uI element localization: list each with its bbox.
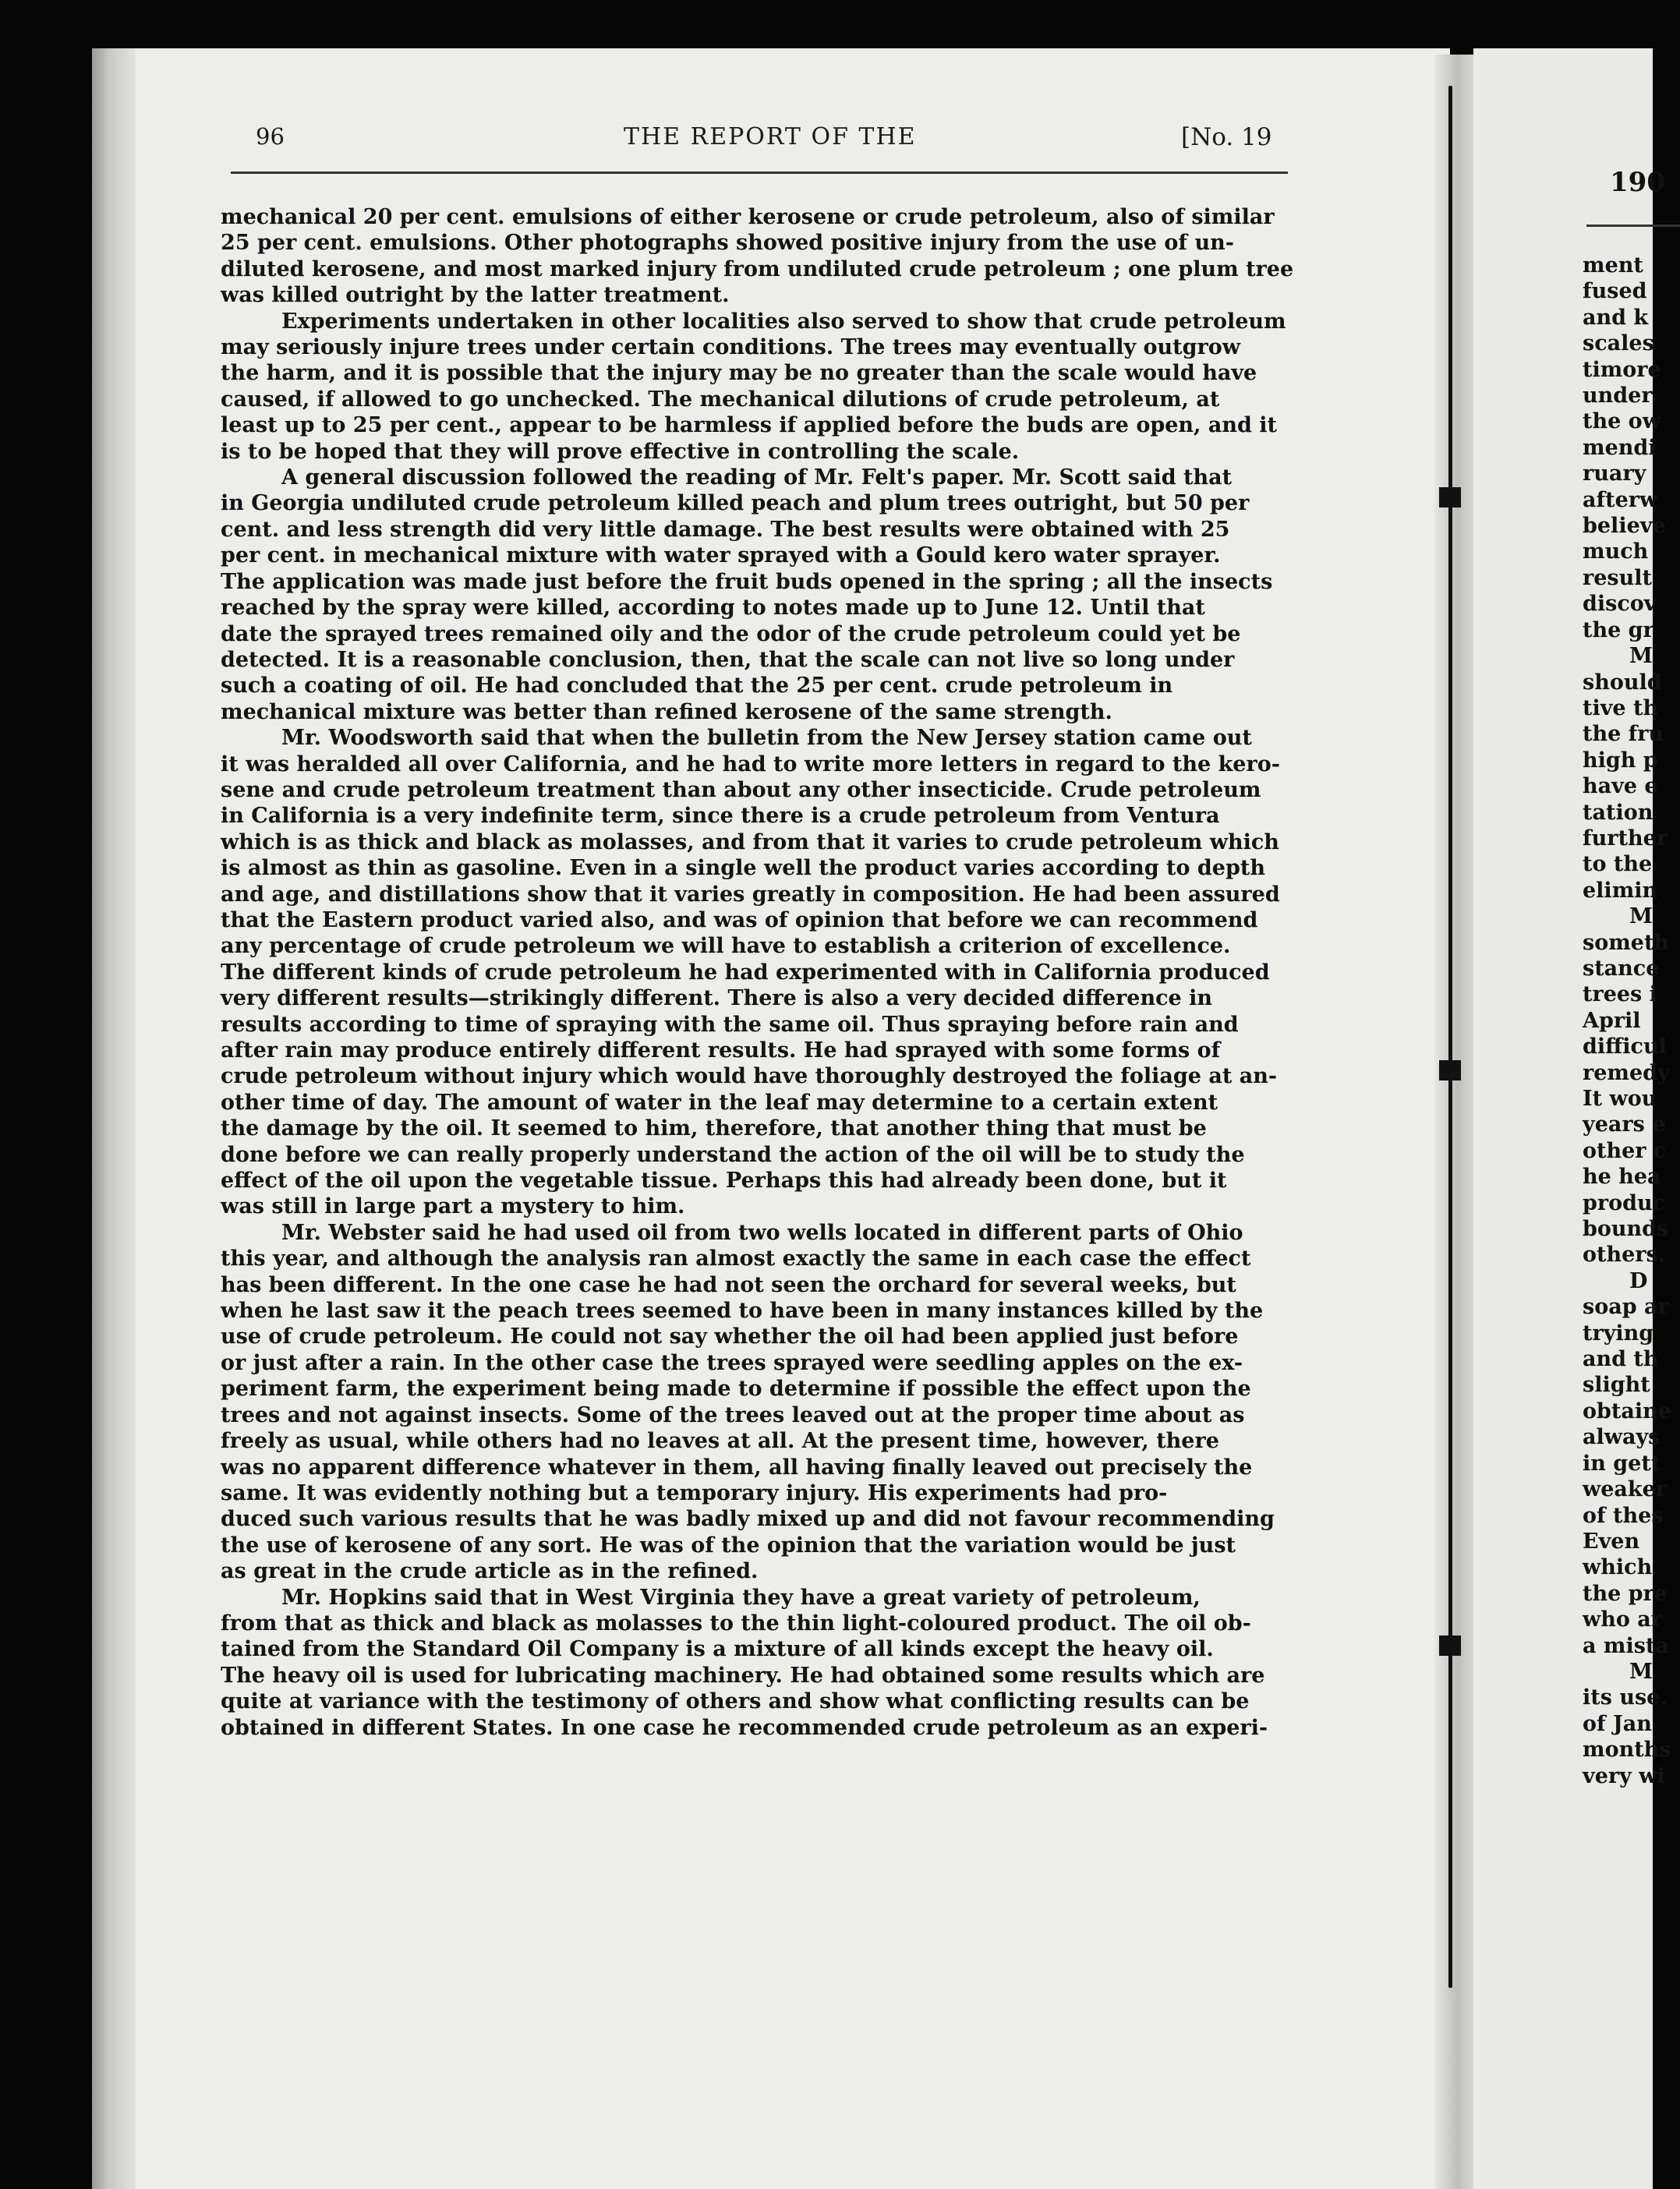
text-line: trees i [1583, 982, 1657, 1007]
text-line: weaker [1583, 1477, 1668, 1502]
issue-number: [No. 19 [1181, 123, 1272, 151]
text-line: detected. It is a reasonable conclusion, then, that the scale can not live so long under [221, 647, 1235, 672]
text-line: bounds [1583, 1217, 1669, 1242]
text-line: have e [1583, 774, 1658, 799]
text-line: the fru [1583, 722, 1664, 747]
text-line: and th [1583, 1347, 1659, 1372]
text-line: should [1583, 670, 1662, 695]
text-line: which [1583, 1555, 1653, 1580]
text-line: slight [1583, 1373, 1650, 1398]
text-line: to the [1583, 852, 1653, 877]
text-line: the use of kerosene of any sort. He was of the opinion that the variation would be just [221, 1533, 1236, 1558]
text-line: obtained in different States. In one case he recommended crude petroleum as an experi- [221, 1715, 1268, 1740]
text-line: diluted kerosene, and most marked injury from undiluted crude petroleum ; one plum tree [221, 256, 1294, 281]
text-line: least up to 25 per cent., appear to be harmless if applied before the buds are open, and it [221, 413, 1277, 438]
text-line: tained from the Standard Oil Company is a mixture of all kinds except the heavy oil. [221, 1637, 1214, 1662]
text-line: and k [1583, 305, 1649, 330]
text-line: was no apparent difference whatever in them, all having finally leaved out precisely the [221, 1455, 1253, 1480]
text-line: M [1629, 1659, 1653, 1684]
text-line: reached by the spray were killed, according to notes made up to June 12. Until that [221, 596, 1205, 621]
text-line: very different results—strikingly different. There is also a very decided difference in [221, 986, 1212, 1011]
text-line: or just after a rain. In the other case the trees sprayed were seedling apples on the ex- [221, 1350, 1243, 1375]
text-line: date the sprayed trees remained oily and the odor of the crude petroleum could yet be [221, 621, 1241, 646]
text-line: from that as thick and black as molasses to the thin light-coloured product. The oil ob- [221, 1611, 1251, 1636]
text-line: tation [1583, 800, 1653, 825]
text-line: caused, if allowed to go unchecked. The mechanical dilutions of crude petroleum, at [221, 387, 1220, 412]
text-line: afterw [1583, 487, 1658, 512]
text-line: very wi [1583, 1763, 1665, 1788]
text-line: he hea [1583, 1165, 1661, 1190]
text-line: The different kinds of crude petroleum he had experimented with in California produced [221, 960, 1270, 985]
text-line: after rain may produce entirely different results. He had sprayed with some forms of [221, 1038, 1221, 1063]
text-line: 25 per cent. emulsions. Other photographs showed positive injury from the use of un- [221, 231, 1234, 256]
text-line: under [1583, 384, 1653, 408]
text-line: discov [1583, 592, 1657, 617]
book-gutter [1434, 55, 1473, 2189]
text-line: that the Eastern product varied also, and was of opinion that before we can recommend [221, 907, 1258, 932]
text-line: much [1583, 539, 1649, 564]
text-line: any percentage of crude petroleum we will have to establish a criterion of excellence. [221, 934, 1231, 959]
text-line: of thes [1583, 1503, 1664, 1528]
text-line: Even [1583, 1529, 1640, 1554]
text-line: which is as thick and black as molasses, and from that it varies to crude petroleum which [221, 829, 1279, 854]
text-line: believe [1583, 514, 1666, 539]
text-line: done before we can really properly understand the action of the oil will be to study the [221, 1142, 1245, 1167]
text-line: use of crude petroleum. He could not say whether the oil had been applied just before [221, 1324, 1239, 1349]
text-line: M [1629, 904, 1653, 929]
text-line: the damage by the oil. It seemed to him, therefore, that another thing that must be [221, 1116, 1207, 1141]
text-line: Mr. Hopkins said that in West Virginia they have a great variety of petroleum, [281, 1585, 1201, 1610]
text-line: in Georgia undiluted crude petroleum killed peach and plum trees outright, but 50 per [221, 491, 1250, 516]
text-line: Mr. Webster said he had used oil from two wells located in different parts of Ohio [281, 1220, 1243, 1245]
binding-stitch [1439, 487, 1461, 507]
text-line: this year, and although the analysis ran almost exactly the same in each case the effect [221, 1247, 1251, 1271]
right-page-head: 190 [1610, 167, 1665, 198]
header-rule [231, 172, 1288, 174]
text-line: D [1629, 1268, 1648, 1293]
text-line: the harm, and it is possible that the injury may be no greater than the scale would have [221, 361, 1257, 386]
text-line: A general discussion followed the reading of Mr. Felt's paper. Mr. Scott said that [281, 465, 1233, 490]
text-line: periment farm, the experiment being made to determine if possible the effect upon the [221, 1377, 1251, 1402]
text-line: trees and not against insects. Some of the trees leaved out at the proper time about as [221, 1402, 1245, 1427]
text-line: mechanical 20 per cent. emulsions of either kerosene or crude petroleum, also of similar [221, 205, 1275, 229]
text-line: Experiments undertaken in other localities also served to show that crude petroleum [281, 309, 1286, 334]
text-line: when he last saw it the peach trees seemed to have been in many instances killed by the [221, 1299, 1264, 1324]
text-line: freely as usual, while others had no leaves at all. At the present time, however, there [221, 1429, 1219, 1454]
text-line: the gr [1583, 617, 1654, 642]
text-line: of Jan [1583, 1711, 1652, 1736]
text-line: was still in large part a mystery to him. [221, 1194, 685, 1219]
text-line: soap ar [1583, 1295, 1669, 1320]
text-line: difficul [1583, 1034, 1667, 1059]
text-line: further [1583, 826, 1668, 850]
right-page-text [1583, 253, 1671, 1789]
text-line: The heavy oil is used for lubricating machinery. He had obtained some results which are [221, 1663, 1265, 1688]
text-line: the ow [1583, 409, 1661, 434]
text-line: high p [1583, 748, 1658, 773]
text-line: others. [1583, 1243, 1666, 1268]
text-line: tive th [1583, 695, 1659, 720]
text-line: timore [1583, 357, 1661, 382]
text-line: scales [1583, 331, 1654, 356]
text-line: obtaine [1583, 1399, 1671, 1423]
text-line: a mista [1583, 1633, 1669, 1658]
page-number: 96 [256, 123, 285, 150]
binding-stitch [1439, 1060, 1461, 1080]
text-line: M [1629, 644, 1653, 669]
text-line: same. It was evidently nothing but a temporary injury. His experiments had pro- [221, 1480, 1168, 1505]
text-line: other c [1583, 1138, 1667, 1163]
text-line: effect of the oil upon the vegetable tissue. Perhaps this had already been done, but it [221, 1169, 1227, 1194]
text-line: ment [1583, 253, 1643, 278]
binding-stitch [1439, 1636, 1461, 1656]
right-page [1473, 48, 1671, 2189]
text-line: ruary [1583, 461, 1646, 486]
text-line: It wou [1583, 1087, 1657, 1111]
text-line: years e [1583, 1112, 1666, 1137]
text-line: other time of day. The amount of water in the leaf may determine to a certain extent [221, 1090, 1218, 1115]
text-line: result [1583, 565, 1652, 590]
text-line: Mr. Woodsworth said that when the bulletin from the New Jersey station came out [281, 726, 1252, 751]
text-line: may seriously injure trees under certain conditions. The trees may eventually outgrow [221, 335, 1241, 360]
text-line: remedy [1583, 1060, 1670, 1085]
text-line: is to be hoped that they will prove effective in controlling the scale. [221, 439, 1020, 464]
text-line: fused [1583, 279, 1647, 304]
text-line: results according to time of spraying with the same oil. Thus spraying before rain and [221, 1012, 1239, 1037]
text-line: months [1583, 1738, 1671, 1763]
text-line: The application was made just before the fruit buds opened in the spring ; all the insects [221, 569, 1273, 594]
text-line: in gett [1583, 1451, 1661, 1476]
text-line: mendi [1583, 435, 1657, 460]
text-line: and age, and distillations show that it varies greatly in composition. He had been assured [221, 882, 1280, 907]
text-line: mechanical mixture was better than refined kerosene of the same strength. [221, 699, 1112, 724]
text-line: such a coating of oil. He had concluded that the 25 per cent. crude petroleum in [221, 674, 1173, 698]
text-line: stance [1583, 956, 1660, 981]
text-line: cent. and less strength did very little damage. The best results were obtained with 25 [221, 517, 1230, 542]
text-line: someth [1583, 930, 1670, 955]
text-line: trying [1583, 1321, 1654, 1346]
binding-thread [1448, 86, 1452, 1988]
text-line: has been different. In the one case he had not seen the orchard for several weeks, but [221, 1272, 1236, 1297]
text-line: is almost as thin as gasoline. Even in a single well the product varies according to depth [221, 856, 1265, 881]
text-line: April [1583, 1008, 1641, 1033]
text-line: its use. [1583, 1685, 1668, 1710]
body-text [221, 204, 1296, 1741]
text-line: in California is a very indefinite term, since there is a crude petroleum from Ventura [221, 804, 1220, 829]
text-line: the pre [1583, 1581, 1668, 1606]
text-line: per cent. in mechanical mixture with water sprayed with a Gould kero water sprayer. [221, 543, 1221, 568]
text-line: was killed outright by the latter treatment. [221, 283, 730, 308]
page-edge-shadow [92, 48, 136, 2189]
text-line: elimin [1583, 878, 1658, 903]
text-line: produc [1583, 1190, 1666, 1215]
text-line: as great in the crude article as in the refined. [221, 1559, 759, 1584]
text-line: crude petroleum without injury which would have thoroughly destroyed the foliage at an- [221, 1064, 1278, 1089]
header-rule [1586, 225, 1680, 227]
text-line: who ar [1583, 1607, 1663, 1632]
running-head: THE REPORT OF THE [624, 123, 917, 150]
text-line: duced such various results that he was badly mixed up and did not favour recommending [221, 1507, 1275, 1532]
text-line: quite at variance with the testimony of others and show what conflicting results can be [221, 1689, 1250, 1714]
text-line: always [1583, 1425, 1661, 1450]
text-line: sene and crude petroleum treatment than about any other insecticide. Crude petroleum [221, 777, 1261, 802]
text-line: it was heralded all over California, and he had to write more letters in regard to the kero- [221, 751, 1280, 776]
